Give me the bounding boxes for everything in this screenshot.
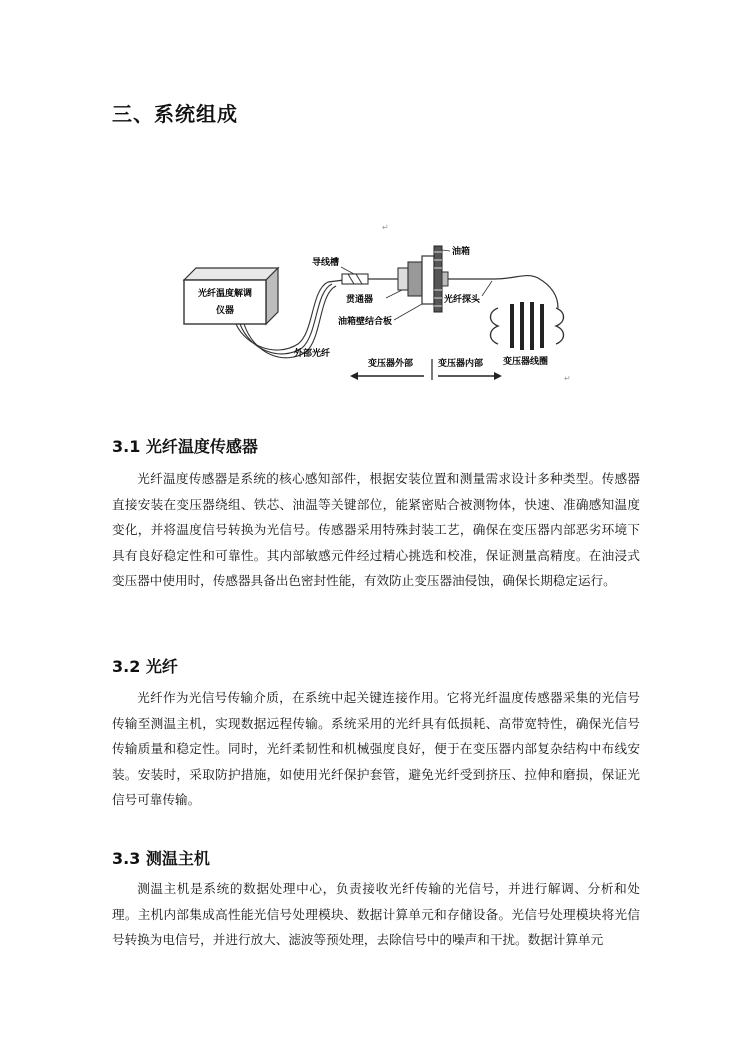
label-external-fiber: 外部光纤 bbox=[294, 349, 331, 359]
system-diagram bbox=[176, 216, 576, 388]
section-text-3-2: 光纤作为光信号传输介质，在系统中起关键连接作用。它将光纤温度传感器采集的光信号传输至测温主机，实现数据远程传输。系统采用的光纤具有低损耗、高带宽特性，确保光信号传输质量和稳定性。同时，光纤柔韧性和机械强度良好，便于在变压器内部复杂结构中布线安装。安装时，采取防护措施，如使用光纤保护套管，避免光纤受到挤压、拉伸和磨损，保证光信号可靠传输。 bbox=[112, 690, 640, 808]
section-title-3-3: 3.3 测温主机 bbox=[112, 849, 210, 868]
label-probe: 光纤探头 bbox=[444, 295, 481, 305]
label-oil-tank: 油箱 bbox=[452, 247, 471, 257]
oil-tank-wall bbox=[434, 246, 442, 312]
section-text-3-1: 光纤温度传感器是系统的核心感知部件，根据安装位置和测量需求设计多种类型。传感器直接安装在变压器绕组、铁芯、油温等关键部位，能紧密贴合被测物体，快速、准确感知温度变化，并将温度信号转换为光信号。传感器采用特殊封装工艺，确保在变压器内部恶劣环境下具有良好稳定性和可靠性。其内部敏感元件经过精心挑选和校准，保证测量高精度。在油浸式变压器中使用时，传感器具备出色密封性能，有效防止变压器油侵蚀，确保长期稳定运行。 bbox=[112, 471, 640, 589]
transformer-coil bbox=[491, 302, 564, 350]
section-text-3-3: 测温主机是系统的数据处理中心，负责接收光纤传输的光信号，并进行解调、分析和处理。主机内部集成高性能光信号处理模块、数据计算单元和存储设备。光信号处理模块将光信号转换为电信号，并进行放大、滤波等预处理，去除信号中的噪声和干扰。数据计算单元 bbox=[112, 881, 640, 948]
feedthrough bbox=[398, 262, 422, 296]
svg-text:↵: ↵ bbox=[564, 374, 571, 383]
demodulator-device bbox=[184, 268, 278, 324]
label-transformer-outside: 变压器外部 bbox=[368, 359, 414, 369]
label-wall-plate: 油箱壁结合板 bbox=[338, 317, 393, 327]
chapter-heading: 三、系统组成 bbox=[112, 102, 238, 126]
wire-groove bbox=[342, 274, 368, 284]
section-title-3-1: 3.1 光纤温度传感器 bbox=[112, 437, 258, 456]
section-title-3-2: 3.2 光纤 bbox=[112, 657, 178, 676]
label-transformer-coil: 变压器线圈 bbox=[503, 357, 549, 367]
device-label-line1: 光纤温度解调 bbox=[197, 289, 253, 299]
svg-text:↵: ↵ bbox=[382, 223, 389, 232]
direction-arrows bbox=[350, 357, 502, 380]
label-feedthrough: 贯通器 bbox=[346, 295, 374, 305]
label-transformer-inside: 变压器内部 bbox=[438, 359, 484, 369]
system-diagram-svg bbox=[176, 216, 576, 388]
tank-wall-plate bbox=[422, 256, 434, 304]
label-wire-groove: 导线槽 bbox=[312, 258, 340, 268]
device-label-line2: 仪器 bbox=[215, 306, 235, 316]
